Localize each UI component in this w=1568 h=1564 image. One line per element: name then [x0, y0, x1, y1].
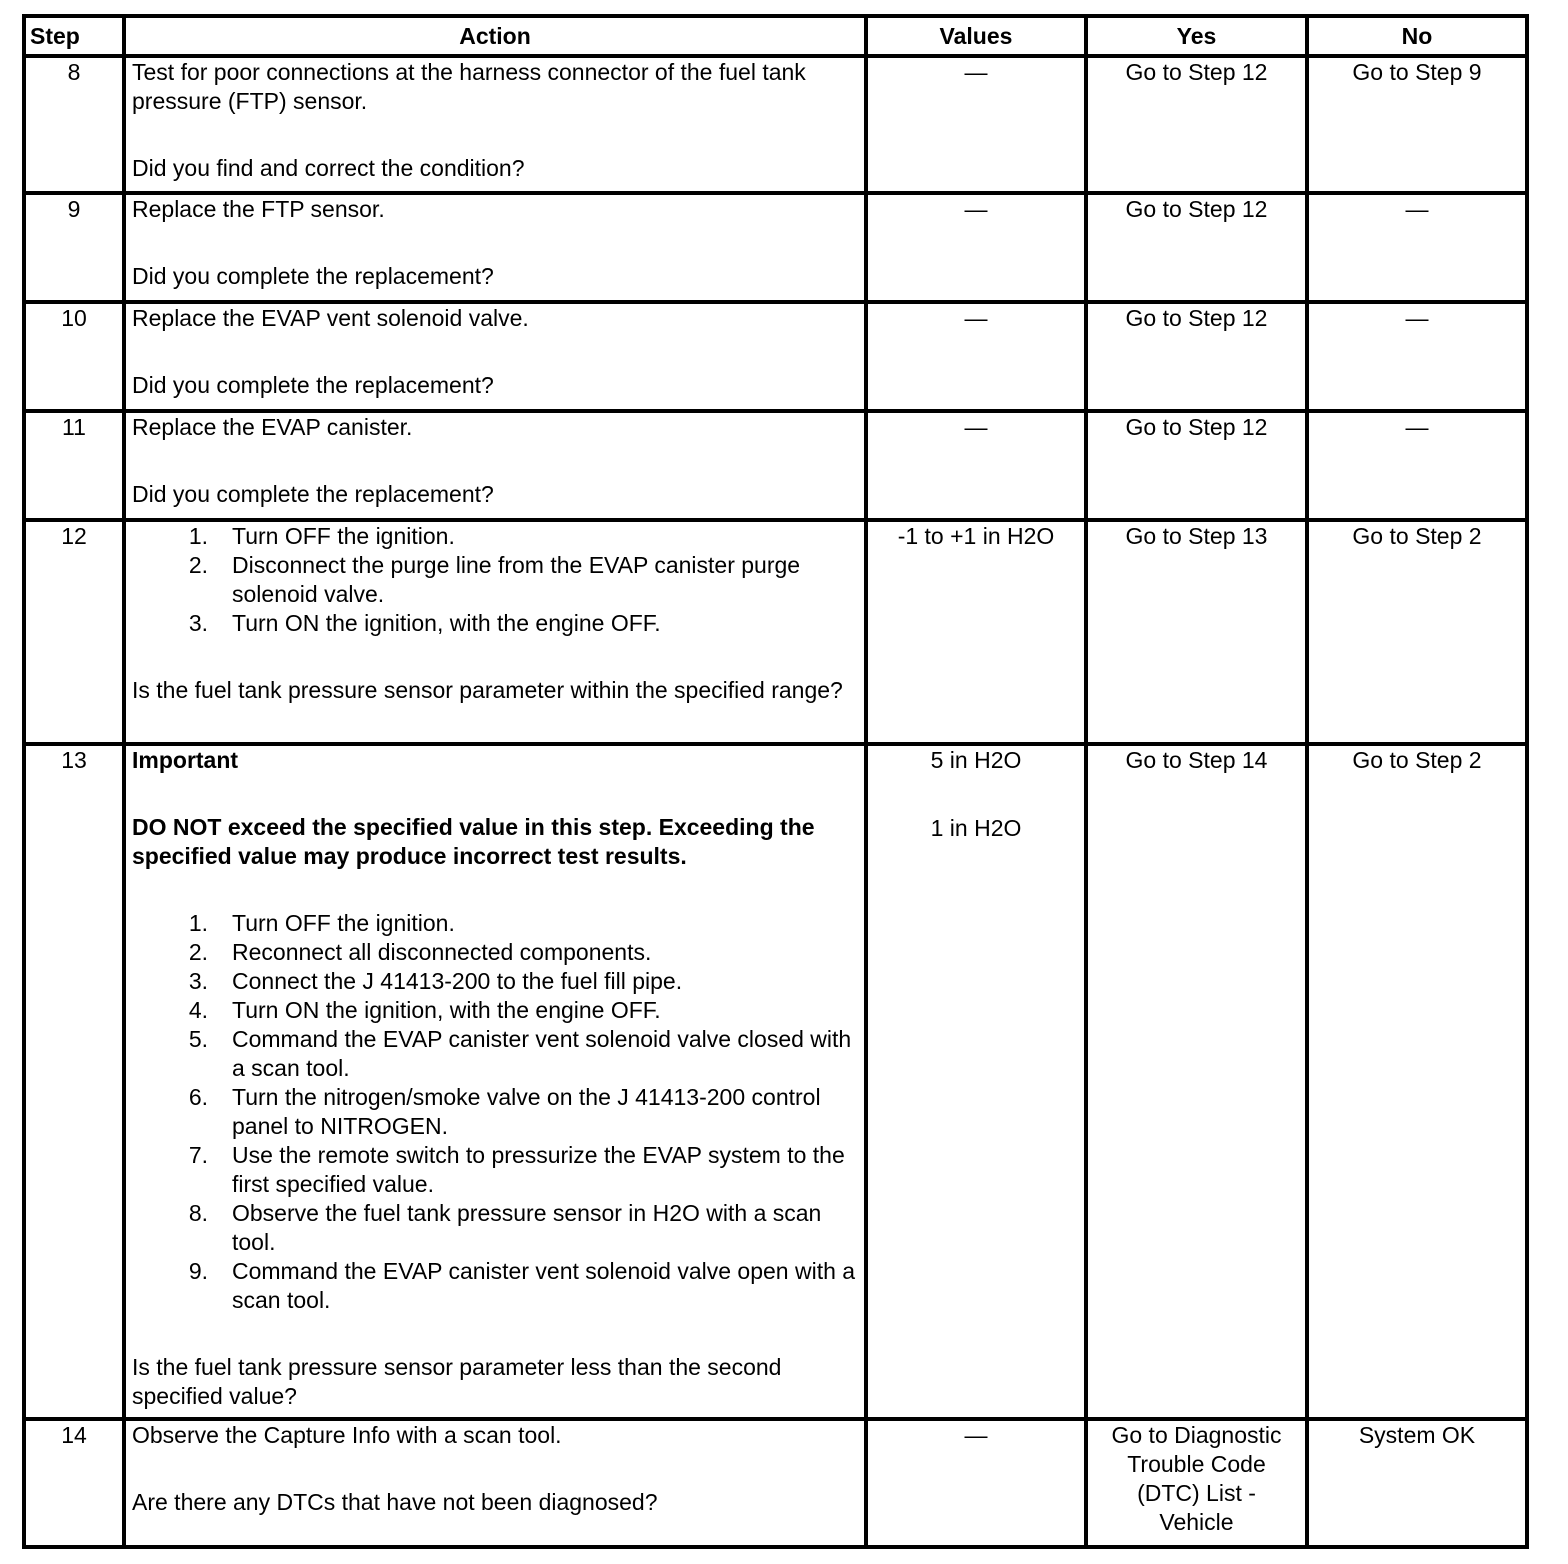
- step-number: 11: [24, 411, 124, 520]
- diagnostic-table: [22, 14, 1529, 1549]
- no-cell: [1307, 411, 1527, 520]
- values-cell: -1 to +1 in H2O: [866, 520, 1086, 744]
- values-cell: [866, 1419, 1086, 1547]
- warning-text: DO NOT exceed the specified value in this step. Exceeding the specified value may produce incorrect test results.: [132, 814, 815, 869]
- no-text: —: [1405, 196, 1429, 222]
- step-number: 10: [24, 302, 124, 411]
- no-text: —: [1405, 305, 1429, 331]
- no-cell: Go to Step 9: [1307, 56, 1527, 193]
- second-specified-value: 1 in H2O: [930, 815, 1022, 841]
- no-cell: [1307, 302, 1527, 411]
- no-text: —: [1405, 414, 1429, 440]
- header-action: Action: [124, 16, 866, 56]
- yes-cell: Go to Step 13: [1086, 520, 1307, 744]
- no-cell: Go to Step 2: [1307, 520, 1527, 744]
- list-item: 5. Command the EVAP canister vent solenoid valve closed with a scan tool.: [188, 1026, 852, 1081]
- action-cell: [124, 56, 866, 193]
- step-number: 13: [24, 744, 124, 1419]
- yes-cell: Go to Step 12: [1086, 411, 1307, 520]
- action-question: Did you complete the replacement?: [132, 481, 494, 507]
- header-no: No: [1307, 16, 1527, 56]
- action-question: Did you complete the replacement?: [132, 263, 494, 289]
- step-number: 14: [24, 1419, 124, 1547]
- procedure-list: [132, 522, 858, 638]
- list-item: 2. Reconnect all disconnected components.: [188, 939, 652, 965]
- no-cell: System OK: [1307, 1419, 1527, 1547]
- action-cell: [124, 744, 866, 1419]
- first-specified-value: 5 in H2O: [930, 747, 1022, 773]
- action-question: Are there any DTCs that have not been diagnosed?: [132, 1489, 658, 1515]
- yes-cell: Go to Step 12: [1086, 56, 1307, 193]
- table-row: [24, 411, 1527, 520]
- yes-cell: Go to Step 14: [1086, 744, 1307, 1419]
- list-item: 6. Turn the nitrogen/smoke valve on the J 41413-200 control panel to NITROGEN.: [188, 1084, 821, 1139]
- header-row: [24, 16, 1527, 56]
- step-number: 12: [24, 520, 124, 744]
- list-item: 3. Connect the J 41413-200 to the fuel fill pipe.: [188, 968, 683, 994]
- values-text: —: [964, 59, 988, 85]
- values-cell: [866, 302, 1086, 411]
- action-cell: [124, 193, 866, 302]
- values-text: —: [964, 305, 988, 331]
- action-question: Did you complete the replacement?: [132, 372, 494, 398]
- list-item: 1. Turn OFF the ignition.: [188, 910, 455, 936]
- values-cell: [866, 411, 1086, 520]
- header-step: Step: [24, 16, 124, 56]
- table-row: [24, 744, 1527, 1419]
- action-cell: [124, 520, 866, 744]
- yes-cell: Go to Step 12: [1086, 193, 1307, 302]
- procedure-list: [132, 909, 858, 1315]
- step-number: 8: [24, 56, 124, 193]
- table-row: [24, 56, 1527, 193]
- table-row: [24, 520, 1527, 744]
- yes-cell: Go to Step 12: [1086, 302, 1307, 411]
- values-cell: [866, 193, 1086, 302]
- no-cell: [1307, 193, 1527, 302]
- header-values: Values: [866, 16, 1086, 56]
- action-cell: [124, 302, 866, 411]
- action-text: Replace the FTP sensor.: [132, 196, 385, 222]
- list-item: 2. Disconnect the purge line from the EVAP canister purge solenoid valve.: [188, 552, 801, 607]
- values-text: —: [964, 196, 988, 222]
- values-text: —: [964, 414, 988, 440]
- action-text: Test for poor connections at the harness connector of the fuel tank pressure (FTP) sensor.: [132, 59, 806, 114]
- table-row: [24, 302, 1527, 411]
- action-cell: [124, 1419, 866, 1547]
- values-text: —: [964, 1422, 988, 1448]
- yes-cell: Go to Diagnostic Trouble Code (DTC) List - Vehicle: [1086, 1419, 1307, 1547]
- list-item: 8. Observe the fuel tank pressure sensor in H2O with a scan tool.: [188, 1200, 822, 1255]
- action-question: Is the fuel tank pressure sensor parameter less than the second specified value?: [132, 1354, 782, 1409]
- action-question: Is the fuel tank pressure sensor parameter within the specified range?: [132, 677, 843, 703]
- no-cell: Go to Step 2: [1307, 744, 1527, 1419]
- action-cell: [124, 411, 866, 520]
- step-number: 9: [24, 193, 124, 302]
- action-text: Observe the Capture Info with a scan tool.: [132, 1422, 562, 1448]
- header-yes: Yes: [1086, 16, 1307, 56]
- action-text: Replace the EVAP vent solenoid valve.: [132, 305, 529, 331]
- values-cell: [866, 56, 1086, 193]
- action-text: Replace the EVAP canister.: [132, 414, 413, 440]
- list-item: 1. Turn OFF the ignition.: [188, 523, 455, 549]
- action-question: Did you find and correct the condition?: [132, 155, 525, 181]
- table-row: [24, 193, 1527, 302]
- list-item: 7. Use the remote switch to pressurize the EVAP system to the first specified value.: [188, 1142, 845, 1197]
- list-item: 4. Turn ON the ignition, with the engine OFF.: [188, 997, 661, 1023]
- list-item: 9. Command the EVAP canister vent solenoid valve open with a scan tool.: [188, 1258, 856, 1313]
- important-heading: Important: [132, 747, 239, 773]
- table-row: [24, 1419, 1527, 1547]
- list-item: 3. Turn ON the ignition, with the engine OFF.: [188, 610, 661, 636]
- values-cell: [866, 744, 1086, 1419]
